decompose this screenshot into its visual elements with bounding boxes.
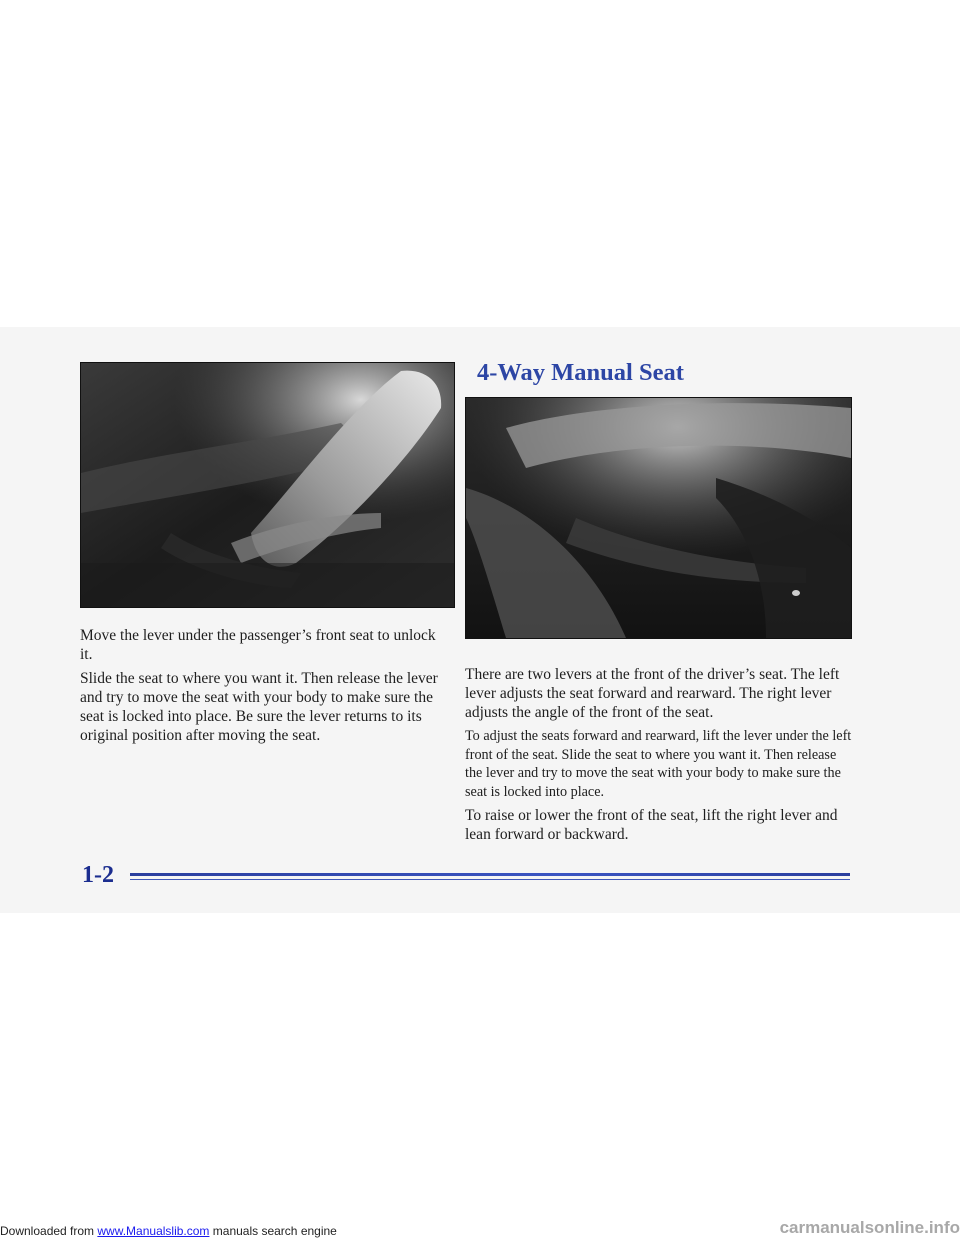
left-paragraph-1: Move the lever under the passenger’s front seat to unlock it. [80,627,436,663]
right-paragraph-3: To raise or lower the front of the seat, lift the right lever and lean forward or backward. [465,807,838,843]
site-watermark: carmanualsonline.info [779,1218,960,1237]
footer-rule-thin [130,879,850,880]
download-suffix: manuals search engine [209,1224,337,1238]
page-number: 1-2 [82,862,114,888]
right-paragraph-1: There are two levers at the front of the driver’s seat. The left lever adjusts the seat forward and rearward. The right lever adjusts the angle of the front of the seat. [465,666,840,721]
section-heading: 4-Way Manual Seat [477,359,684,386]
driver-seat-levers-photo [465,397,852,639]
footer-rule [130,873,850,876]
left-paragraph-2: Slide the seat to where you want it. Then release the lever and try to move the seat with your body to make sure the seat is locked into place. Be sure the lever returns to its original position after moving the seat. [80,670,438,744]
download-source-line [0,1224,337,1238]
passenger-seat-lever-photo [80,362,455,608]
right-paragraph-2: To adjust the seats forward and rearward, lift the lever under the left front of the seat. Slide the seat to where you want it. Then release the lever and try to move the seat with your body to make sure the seat is locked into place. [465,728,852,800]
download-prefix: Downloaded from [0,1224,98,1238]
manualslib-link[interactable]: www.Manualslib.com [97,1224,210,1238]
